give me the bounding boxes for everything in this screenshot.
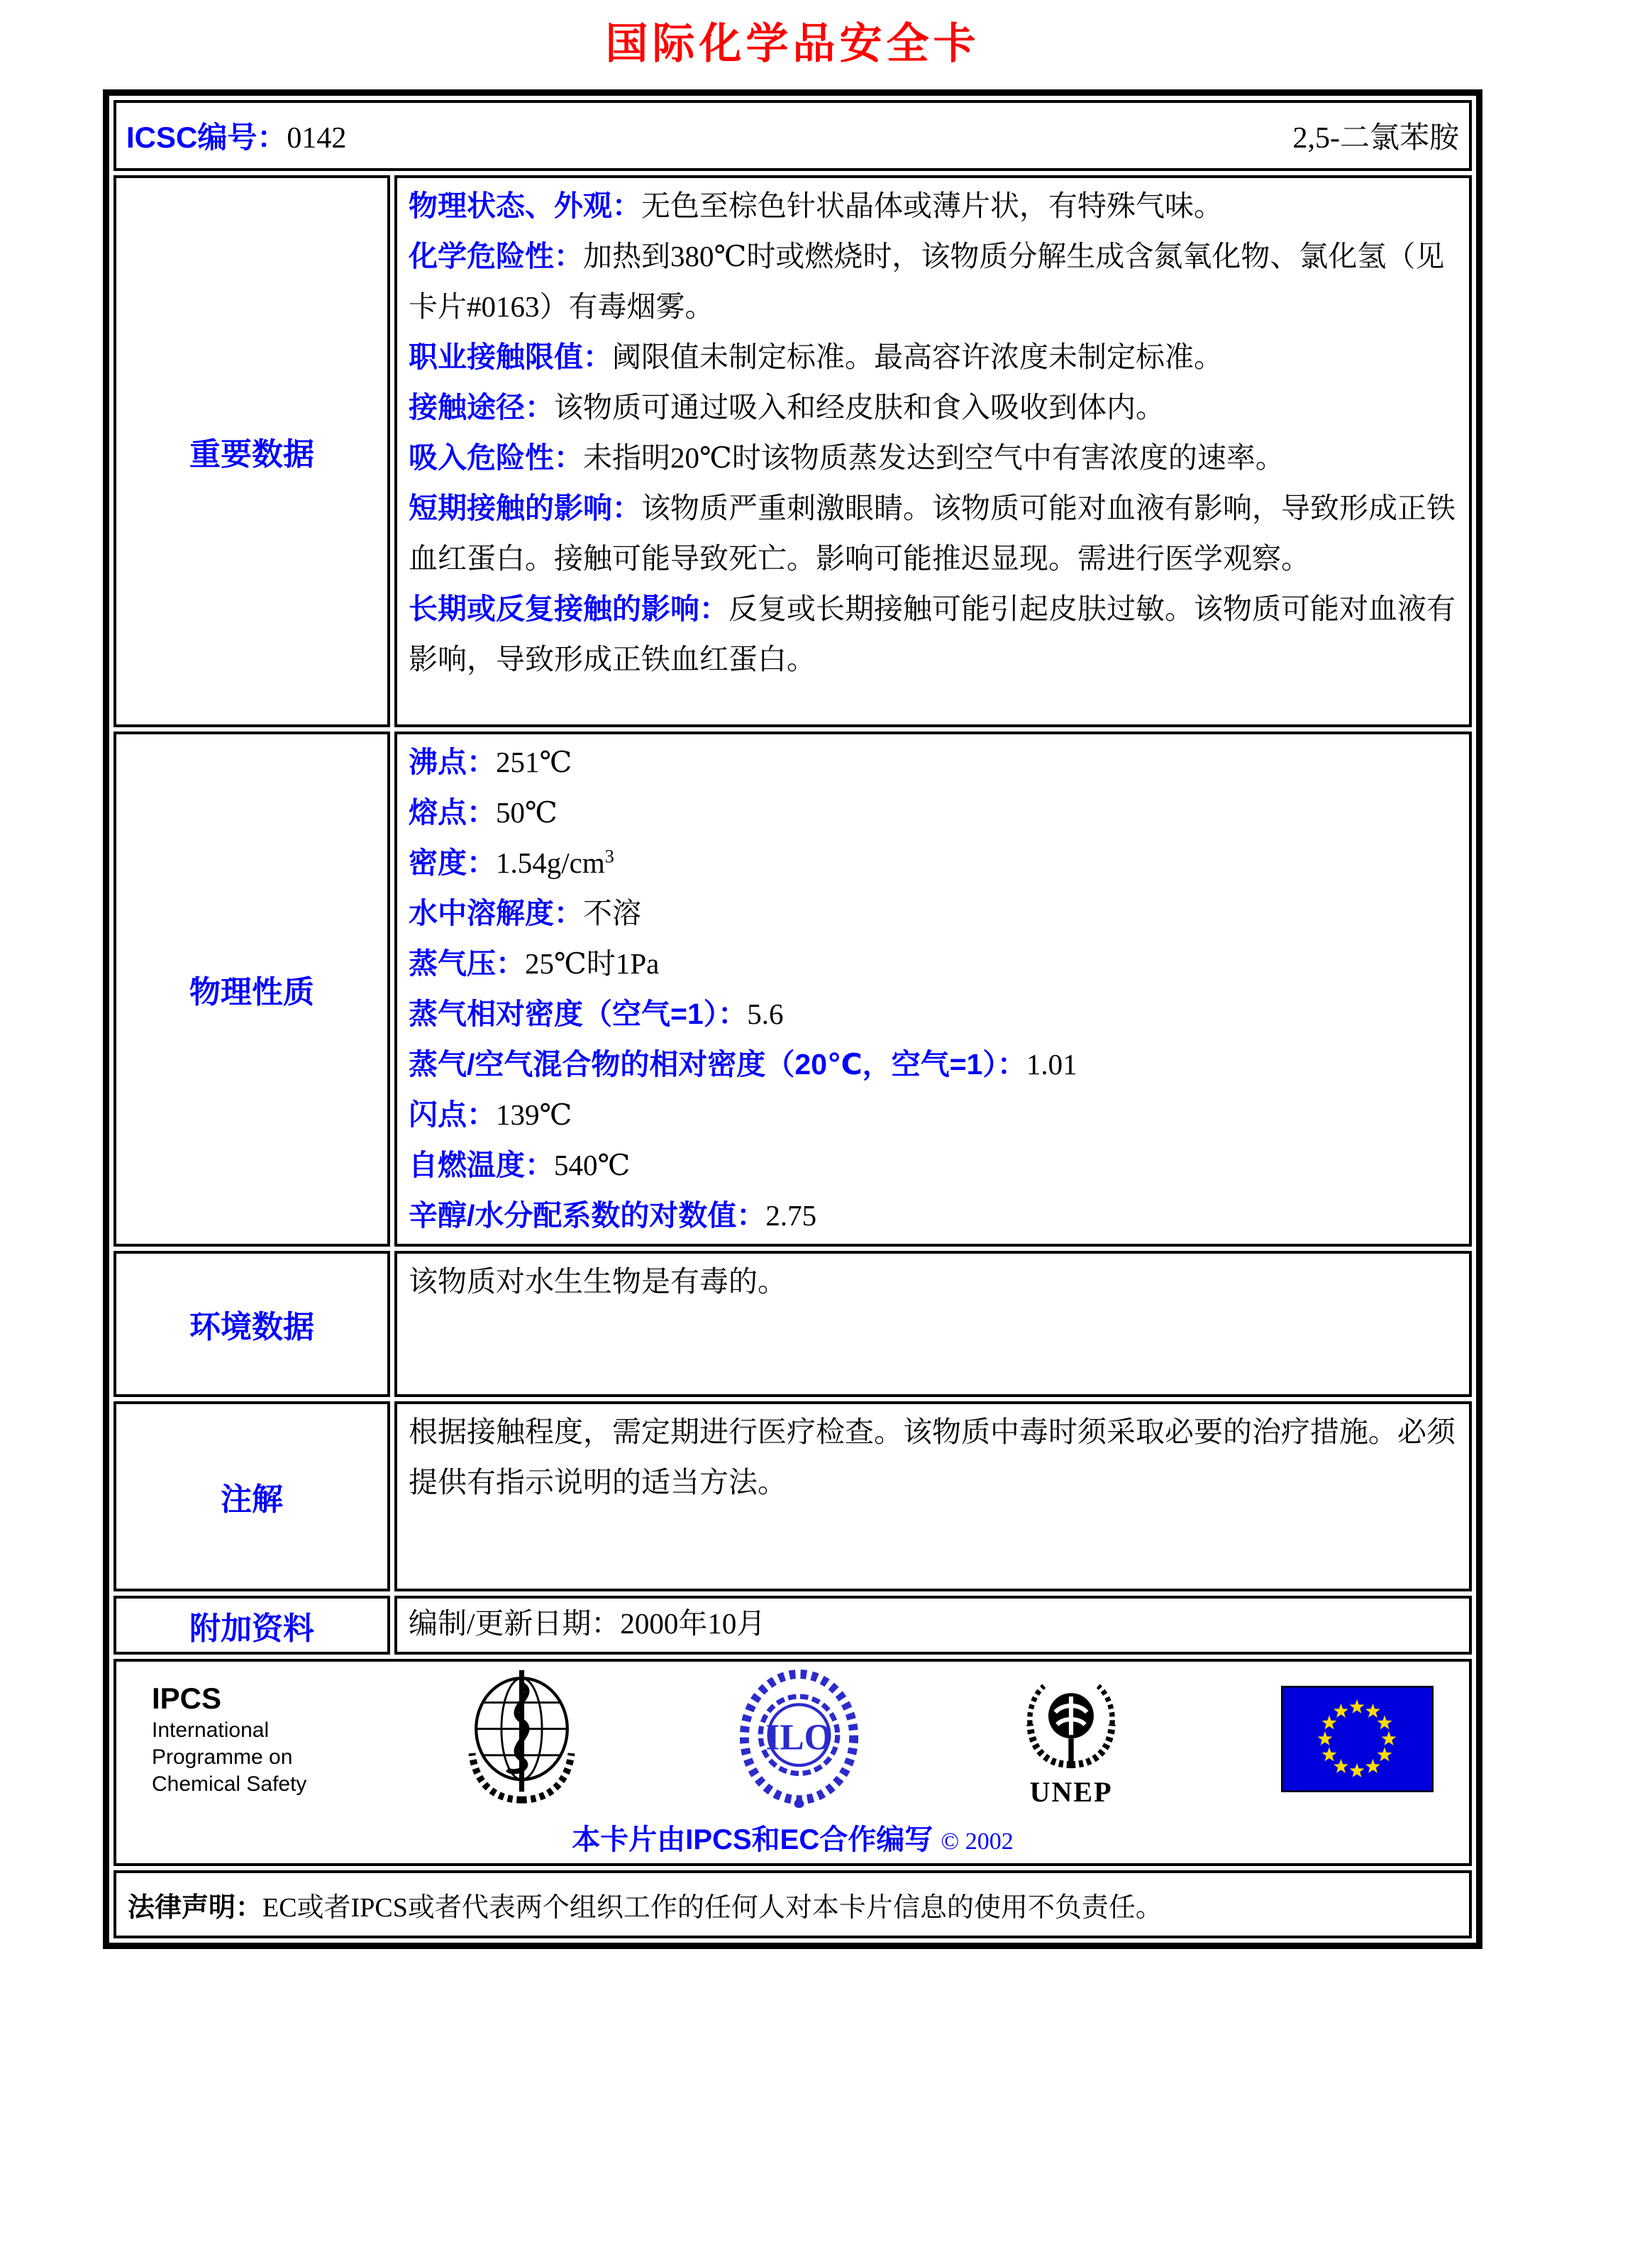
important-item: 接触途径：该物质可通过吸入和经皮肤和食入吸收到体内。 [409, 391, 1165, 424]
additional-info-content [394, 1596, 1472, 1655]
legal-row [113, 1870, 1472, 1938]
physical-property: 水中溶解度：不溶 [409, 897, 641, 929]
who-logo-icon [460, 1668, 584, 1810]
physical-property: 蒸气相对密度（空气=1）：5.6 [409, 998, 784, 1030]
section-label-important-data: 重要数据 [113, 175, 390, 727]
header-row [113, 100, 1472, 171]
icsc-number [126, 114, 346, 157]
physical-property: 蒸气压：25℃时1Pa [409, 947, 660, 980]
update-date-text: 编制/更新日期：2000年10月 [409, 1607, 766, 1640]
physical-properties-content [394, 732, 1472, 1247]
icsc-number-label: ICSC编号： [126, 121, 287, 154]
important-item: 职业接触限值：阈限值未制定标准。最高容许浓度未制定标准。 [409, 341, 1223, 373]
page-title: 国际化学品安全卡 [605, 20, 980, 67]
legal-statement [113, 1870, 1472, 1938]
unep-logo-icon [1014, 1673, 1128, 1808]
environmental-text: 该物质对水生生物是有毒的。 [409, 1265, 787, 1298]
logos-row [113, 1659, 1472, 1866]
section-label-physical-properties: 物理性质 [113, 732, 390, 1247]
legal-text: EC或者IPCS或者代表两个组织工作的任何人对本卡片信息的使用不负责任。 [262, 1892, 1163, 1923]
section-label-environmental-data: 环境数据 [113, 1251, 390, 1397]
section-label-notes: 注解 [113, 1401, 390, 1591]
notes-content [394, 1401, 1472, 1591]
physical-property: 熔点：50℃ [409, 796, 558, 829]
cooperation-caption: 本卡片由IPCS和EC合作编写 © 2002 [572, 1823, 1014, 1855]
important-item: 短期接触的影响：该物质严重刺激眼睛。该物质可能对血液有影响，导致形成正铁血红蛋白。接触可能导致死亡。影响可能推迟显现。需进行医学观察。 [409, 492, 1456, 575]
important-item: 长期或反复接触的影响：反复或长期接触可能引起皮肤过敏。该物质可能对血液有影响，导致形成正铁血红蛋白。 [409, 592, 1456, 675]
important-item: 吸入危险性：未指明20℃时该物质蒸发达到空气中有害浓度的速率。 [409, 441, 1285, 474]
important-data-row [113, 175, 1472, 727]
icsc-number-value: 0142 [287, 122, 347, 155]
physical-property: 辛醇/水分配系数的对数值：2.75 [409, 1199, 817, 1232]
ipcs-text-block: IPCS International Programme on Chemical Safety [152, 1681, 307, 1796]
important-item: 化学危险性：加热到380℃时或燃烧时，该物质分解生成含氮氧化物、氯化氢（见卡片#0163）有毒烟雾。 [409, 240, 1445, 323]
unep-label: UNEP [1029, 1775, 1113, 1808]
environmental-data-content [394, 1251, 1472, 1397]
legal-label: 法律声明： [128, 1892, 263, 1923]
notes-row [113, 1401, 1472, 1591]
physical-properties-row [113, 732, 1472, 1247]
ipcs-title: IPCS [152, 1681, 222, 1715]
physical-property: 蒸气/空气混合物的相对密度（20℃，空气=1）：1.01 [409, 1048, 1077, 1081]
environmental-data-row [113, 1251, 1472, 1397]
copyright-text: © 2002 [941, 1828, 1014, 1855]
important-item: 物理状态、外观：无色至棕色针状晶体或薄片状，有特殊气味。 [409, 189, 1223, 222]
eu-flag-icon [1281, 1686, 1434, 1792]
physical-property: 密度：$1.54g/cm^3$ [409, 846, 614, 879]
cubic-superscript: 3 [604, 846, 614, 867]
important-data-content [394, 175, 1472, 727]
notes-text: 根据接触程度，需定期进行医疗检查。该物质中毒时须采取必要的治疗措施。必须提供有指示说明的适当方法。 [409, 1415, 1456, 1498]
icsc-card-table [103, 89, 1482, 1949]
chemical-name: 2,5-二氯苯胺 [1292, 122, 1459, 155]
physical-property: 沸点：251℃ [409, 746, 572, 778]
section-label-additional-info: 附加资料 [113, 1596, 390, 1655]
physical-property: 自燃温度：540℃ [409, 1149, 631, 1181]
ilo-logo-icon [737, 1668, 861, 1810]
additional-info-row [113, 1596, 1472, 1655]
svg-text:ILO: ILO [765, 1716, 833, 1757]
physical-property: 闪点：139℃ [409, 1098, 572, 1131]
